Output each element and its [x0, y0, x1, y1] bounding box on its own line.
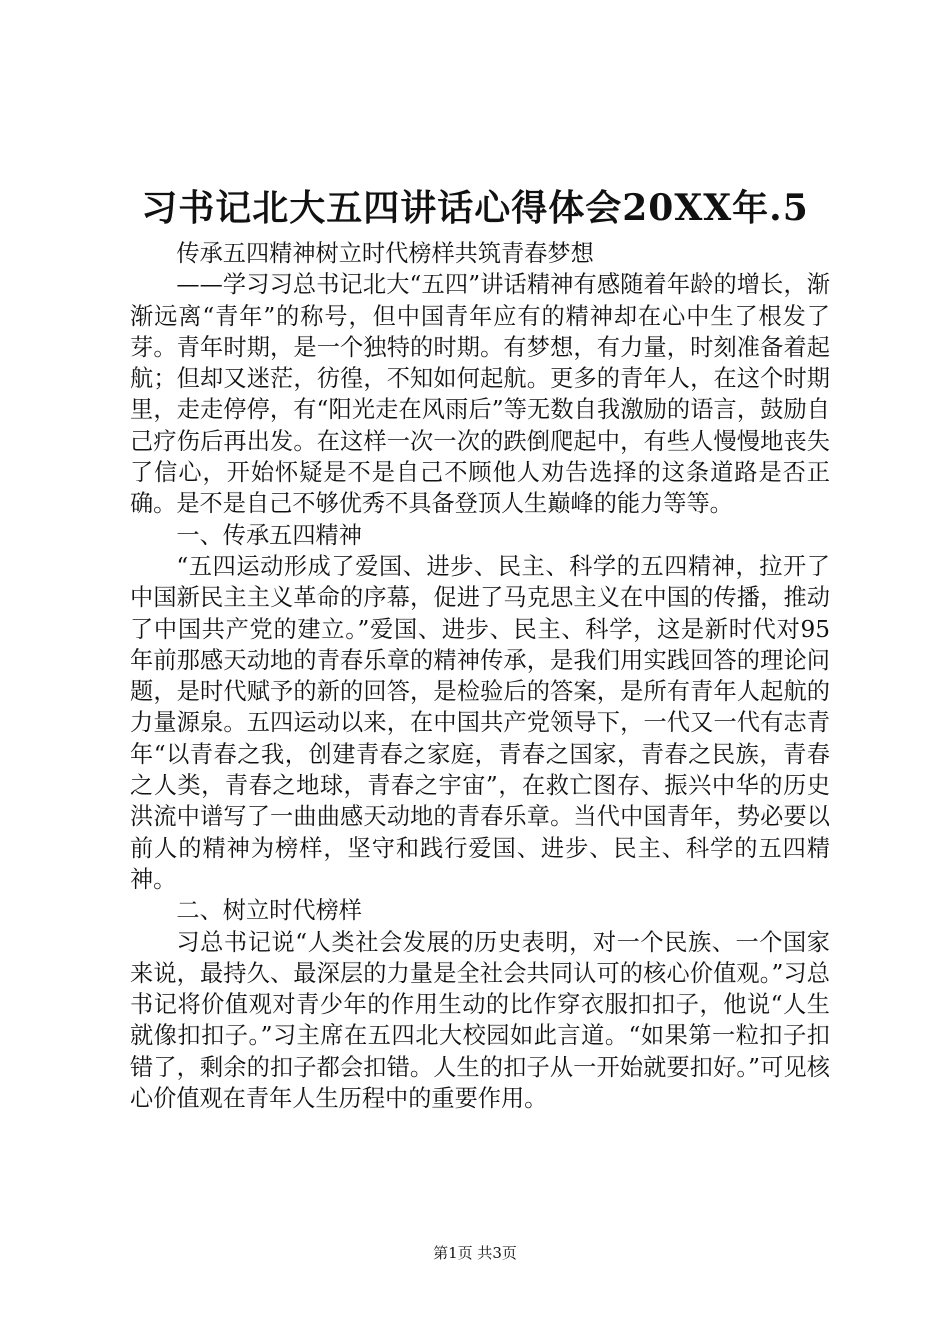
section-2-paragraph: 习总书记说“人类社会发展的历史表明，对一个民族、一个国家来说，最持久、最深层的力量是全社会共同认可的核心价值观。”习总书记将价值观对青少年的作用生动的比作穿衣服扣扣子，他说“人生就像扣扣子。”习主席在五四北大校园如此言道。“如果第一粒扣子扣错了，剩余的扣子都会扣错。人生的扣子从一开始就要扣好。”可见核心价值观在青年人生历程中的重要作用。: [130, 928, 830, 1113]
subtitle-paragraph: 传承五四精神树立时代榜样共筑青春梦想: [176, 240, 594, 267]
intro-paragraph: ——学习习总书记北大“五四”讲话精神有感随着年龄的增长，渐渐远离“青年”的称号，但中国青年应有的精神却在心中生了根发了芽。青年时期，是一个独特的时期。有梦想，有力量，时刻准备着起航；但却又迷茫，彷徨，不知如何起航。更多的青年人，在这个时期里，走走停停，有“阳光走在风雨后”等无数自我激励的语言，鼓励自己疗伤后再出发。在这样一次一次的跌倒爬起中，有些人慢慢地丧失了信心，开始怀疑是不是自己不顾他人劝告选择的这条道路是否正确。是不是自己不够优秀不具备登顶人生巅峰的能力等等。: [130, 271, 830, 518]
section-heading-2: 二、树立时代榜样: [176, 897, 362, 925]
page-footer: 第1页 共3页: [433, 1244, 517, 1262]
document-title: 习书记北大五四讲话心得体会20XX年.5: [141, 187, 809, 229]
section-heading-1: 一、传承五四精神: [176, 521, 362, 549]
section-1-paragraph: “五四运动形成了爱国、进步、民主、科学的五四精神，拉开了中国新民主主义革命的序幕，促进了马克思主义在中国的传播，推动了中国共产党的建立。”爱国、进步、民主、科学，这是新时代对95年前那感天动地的青春乐章的精神传承，是我们用实践回答的理论问题，是时代赋予的新的回答，是检验后的答案，是所有青年人起航的力量源泉。五四运动以来，在中国共产党领导下，一代又一代有志青年“以青春之我，创建青春之家庭，青春之国家，青春之民族，青春之人类，青春之地球，青春之宇宙”，在救亡图存、振兴中华的历史洪流中谱写了一曲曲感天动地的青春乐章。当代中国青年，势必要以前人的精神为榜样，坚守和践行爱国、进步、民主、科学的五四精神。: [130, 552, 830, 893]
document-body: [130, 238, 830, 1114]
